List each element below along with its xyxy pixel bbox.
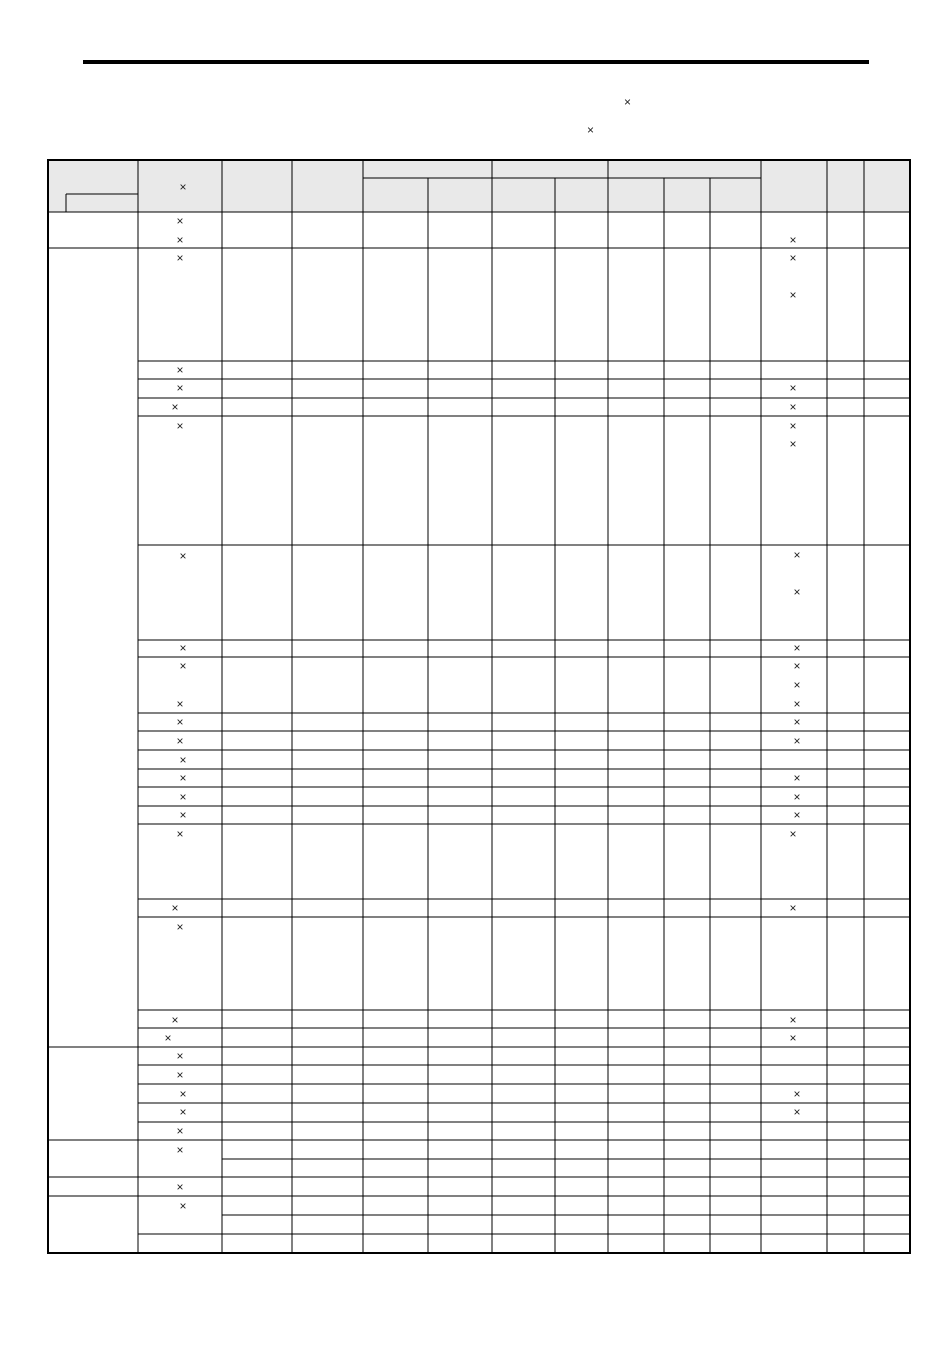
multiply-mark: × — [789, 437, 797, 451]
multiply-mark: × — [793, 808, 801, 822]
multiply-mark: × — [179, 641, 187, 655]
multiply-mark: × — [793, 659, 801, 673]
multiply-mark: × — [789, 400, 797, 414]
multiply-mark: × — [179, 808, 187, 822]
multiply-mark: × — [793, 771, 801, 785]
header-note-mark: × — [624, 95, 632, 109]
multiply-mark: × — [176, 214, 184, 228]
multiply-mark: × — [793, 585, 801, 599]
multiply-mark: × — [176, 1068, 184, 1082]
multiply-mark: × — [164, 1031, 172, 1045]
multiply-mark: × — [176, 920, 184, 934]
header-multiply-mark: × — [179, 180, 187, 194]
multiply-mark: × — [176, 1124, 184, 1138]
multiply-mark: × — [789, 233, 797, 247]
header-note-mark: × — [587, 123, 595, 137]
multiply-mark: × — [793, 697, 801, 711]
multiply-mark: × — [789, 288, 797, 302]
multiply-mark: × — [179, 790, 187, 804]
multiply-mark: × — [176, 381, 184, 395]
multiply-mark: × — [176, 251, 184, 265]
multiply-mark: × — [179, 1105, 187, 1119]
multiply-mark: × — [179, 659, 187, 673]
multiply-mark: × — [179, 753, 187, 767]
multiply-mark: × — [176, 715, 184, 729]
multiply-mark: × — [793, 678, 801, 692]
multiply-mark: × — [176, 1143, 184, 1157]
multiply-mark: × — [171, 1013, 179, 1027]
multiply-mark: × — [793, 1105, 801, 1119]
multiply-mark: × — [176, 827, 184, 841]
multiply-mark: × — [789, 1013, 797, 1027]
multiply-mark: × — [789, 419, 797, 433]
multiply-mark: × — [793, 1087, 801, 1101]
multiply-mark: × — [789, 901, 797, 915]
multiply-mark: × — [176, 363, 184, 377]
multiply-mark: × — [179, 771, 187, 785]
multiply-mark: × — [179, 1087, 187, 1101]
multiply-mark: × — [171, 901, 179, 915]
multiply-mark: × — [176, 1049, 184, 1063]
multiply-mark: × — [793, 641, 801, 655]
multiply-mark: × — [179, 549, 187, 563]
multiply-mark: × — [789, 827, 797, 841]
multiply-mark: × — [176, 419, 184, 433]
multiply-mark: × — [789, 1031, 797, 1045]
multiply-mark: × — [793, 734, 801, 748]
table-header-background — [48, 160, 910, 212]
multiply-mark: × — [176, 1180, 184, 1194]
multiply-mark: × — [179, 1199, 187, 1213]
multiply-mark: × — [176, 734, 184, 748]
multiply-mark: × — [793, 548, 801, 562]
multiply-mark: × — [789, 381, 797, 395]
multiply-mark: × — [171, 400, 179, 414]
multiply-mark: × — [176, 233, 184, 247]
multiply-mark: × — [793, 790, 801, 804]
multiply-mark: × — [793, 715, 801, 729]
multiply-mark: × — [789, 251, 797, 265]
multiply-mark: × — [176, 697, 184, 711]
